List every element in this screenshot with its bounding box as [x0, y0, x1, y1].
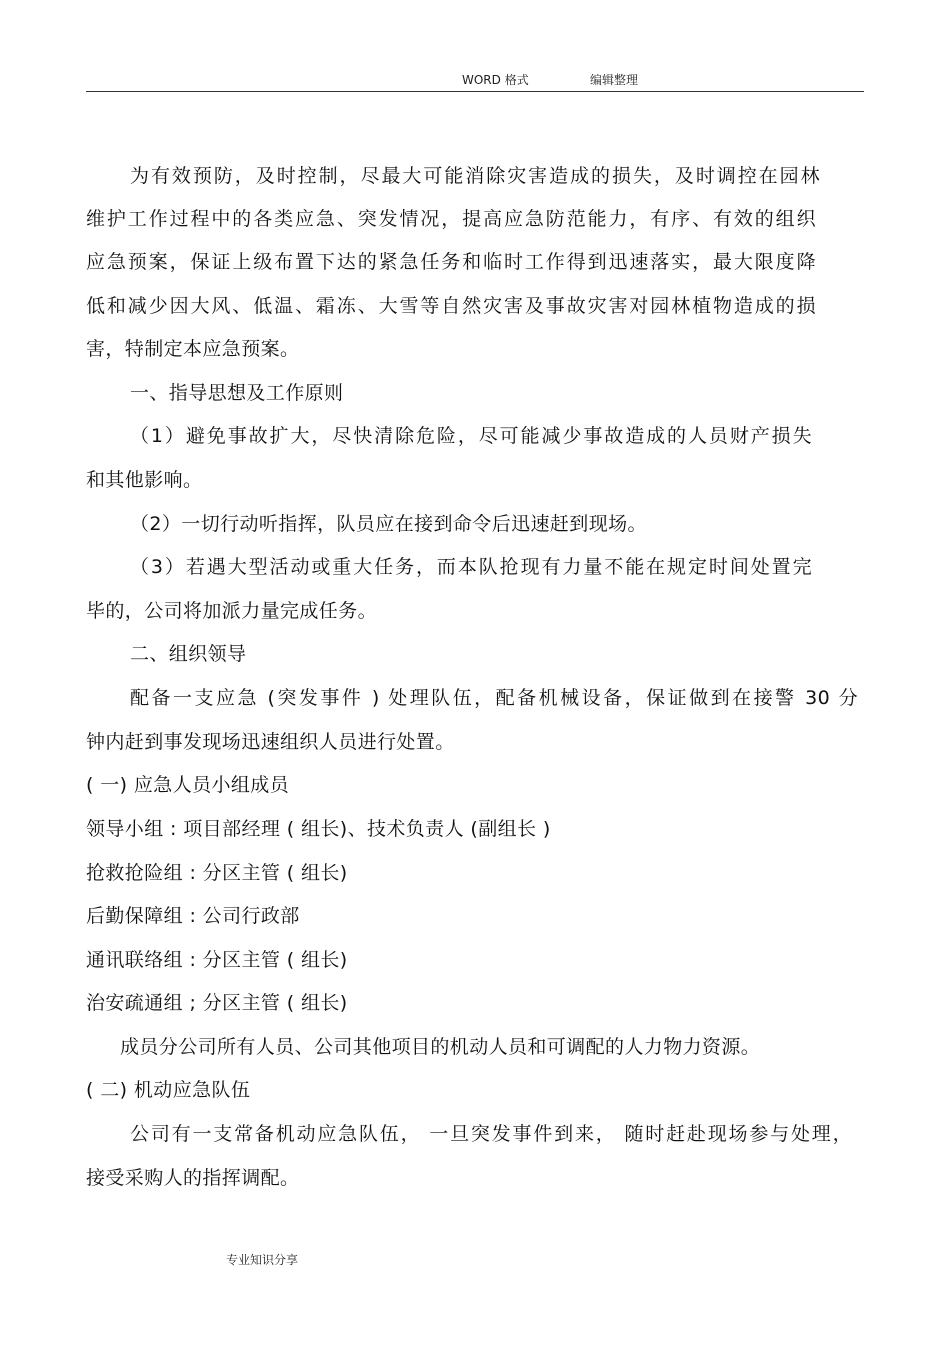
- paragraph-line: （3）若遇大型活动或重大任务，而本队抢现有力量不能在规定时间处置完: [130, 556, 812, 578]
- paragraph-line: 害，特制定本应急预案。: [86, 338, 300, 360]
- subsection-heading: ( 一) 应急人员小组成员: [86, 774, 290, 796]
- paragraph-line: （2）一切行动听指挥，队员应在接到命令后迅速赶到现场。: [130, 513, 647, 535]
- paragraph-line: 成员分公司所有人员、公司其他项目的机动人员和可调配的人力物力资源。: [120, 1036, 761, 1058]
- paragraph-line: 公司有一支常备机动应急队伍， 一旦突发事件到来， 随时赶赴现场参与处理，: [130, 1123, 852, 1145]
- section-heading: 二、组织领导: [130, 643, 247, 665]
- section-heading: 一、指导思想及工作原则: [130, 382, 344, 404]
- footer-text: 专业知识分享: [226, 1253, 299, 1267]
- paragraph-line: 为有效预防，及时控制，尽最大可能消除灾害造成的损失，及时调控在园林: [130, 165, 820, 187]
- list-item: 后勤保障组 : 公司行政部: [86, 905, 300, 927]
- paragraph-line: 和其他影响。: [86, 469, 203, 491]
- subsection-heading: ( 二) 机动应急队伍: [86, 1079, 251, 1101]
- paragraph-line: 接受采购人的指挥调配。: [86, 1167, 300, 1189]
- header-rule: [86, 91, 864, 92]
- paragraph-line: 配备一支应急 (突发事件 ) 处理队伍，配备机械设备，保证做到在接警 30 分: [130, 687, 858, 709]
- list-item: 领导小组 : 项目部经理 ( 组长)、技术负责人 (副组长 ): [86, 818, 551, 840]
- header-left: WORD 格式: [462, 73, 529, 87]
- paragraph-line: 维护工作过程中的各类应急、突发情况，提高应急防范能力，有序、有效的组织: [86, 208, 816, 230]
- list-item: 抢救抢险组 : 分区主管 ( 组长): [86, 862, 348, 884]
- paragraph-line: 低和减少因大风、低温、霜冻、大雪等自然灾害及事故灾害对园林植物造成的损: [86, 295, 816, 317]
- list-item: 通讯联络组 : 分区主管 ( 组长): [86, 949, 348, 971]
- header-right: 编辑整理: [590, 73, 639, 87]
- paragraph-line: 钟内赶到事发现场迅速组织人员进行处置。: [86, 731, 455, 753]
- paragraph-line: 应急预案，保证上级布置下达的紧急任务和临时工作得到迅速落实，最大限度降: [86, 251, 816, 273]
- paragraph-line: 毕的，公司将加派力量完成任务。: [86, 600, 378, 622]
- paragraph-line: （1）避免事故扩大，尽快清除危险，尽可能减少事故造成的人员财产损失: [130, 425, 812, 447]
- list-item: 治安疏通组 ; 分区主管 ( 组长): [86, 992, 348, 1014]
